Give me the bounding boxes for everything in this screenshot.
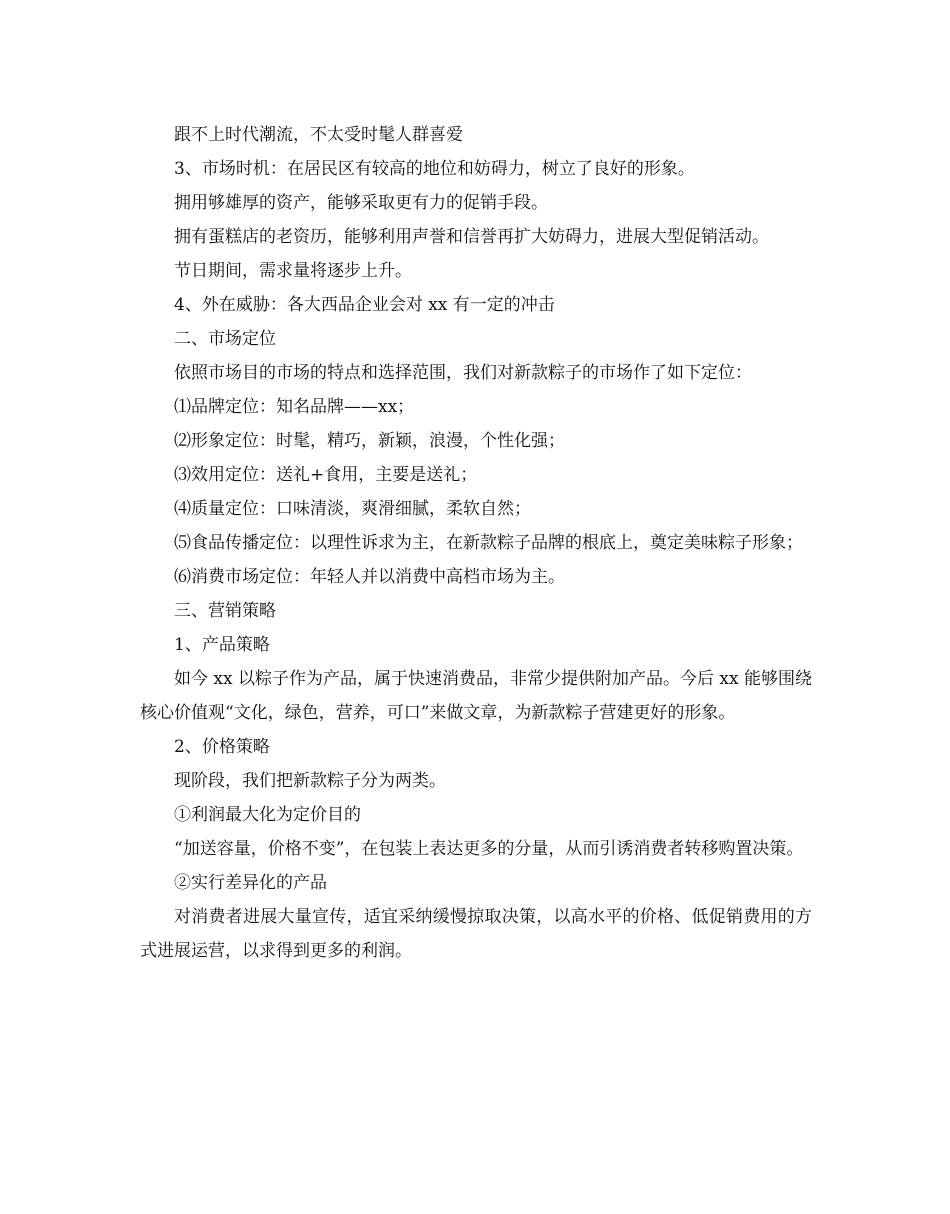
paragraph: 依照市场目的市场的特点和选择范围，我们对新款粽子的市场作了如下定位： [174,363,752,383]
paragraph: 节日期间，需求量将逐步上升。 [174,261,412,281]
list-item: ①利润最大化为定价目的 [174,805,361,825]
paragraph: 跟不上时代潮流，不太受时髦人群喜爱 [174,125,463,145]
list-item: ⑶效用定位：送礼+食用，主要是送礼； [174,465,478,485]
paragraph: 4、外在威胁：各大西品企业会对 xx 有一定的冲击 [174,295,555,315]
paragraph: 现阶段，我们把新款粽子分为两类。 [174,771,446,791]
list-item: ⑴品牌定位：知名品牌——xx； [174,397,415,417]
section-heading: 二、市场定位 [174,329,276,349]
list-item: ②实行差异化的产品 [174,873,327,893]
section-heading: 三、营销策略 [174,601,276,621]
subsection-heading: 1、产品策略 [174,635,270,655]
list-item: ⑵形象定位：时髦，精巧，新颖，浪漫，个性化强； [174,431,565,451]
paragraph: 3、市场时机：在居民区有较高的地位和妨碍力，树立了良好的形象。 [174,159,695,179]
paragraph: “加送容量，价格不变”，在包装上表达更多的分量，从而引诱消费者转移购置决策。 [174,839,804,859]
paragraph: 拥用够雄厚的资产，能够采取更有力的促销手段。 [174,193,548,213]
list-item: ⑹消费市场定位：年轻人并以消费中高档市场为主。 [174,567,565,587]
list-item: ⑸食品传播定位：以理性诉求为主，在新款粽子品牌的根底上，奠定美味粽子形象； [174,533,803,553]
document-body [140,118,812,968]
paragraph: 如今 xx 以粽子作为产品，属于快速消费品，非常少提供附加产品。今后 xx 能够围绕核心价值观“文化，绿色，营养，可口”来做文章，为新款粽子营建更好的形象。 [140,669,812,723]
paragraph: 对消费者进展大量宣传，适宜采纳缓慢掠取决策，以高水平的价格、低促销费用的方式进展运营，以求得到更多的利润。 [140,907,812,961]
list-item: ⑷质量定位：口味清淡，爽滑细腻，柔软自然； [174,499,531,519]
paragraph: 拥有蛋糕店的老资历，能够利用声誉和信誉再扩大妨碍力，进展大型促销活动。 [174,227,769,247]
subsection-heading: 2、价格策略 [174,737,270,757]
